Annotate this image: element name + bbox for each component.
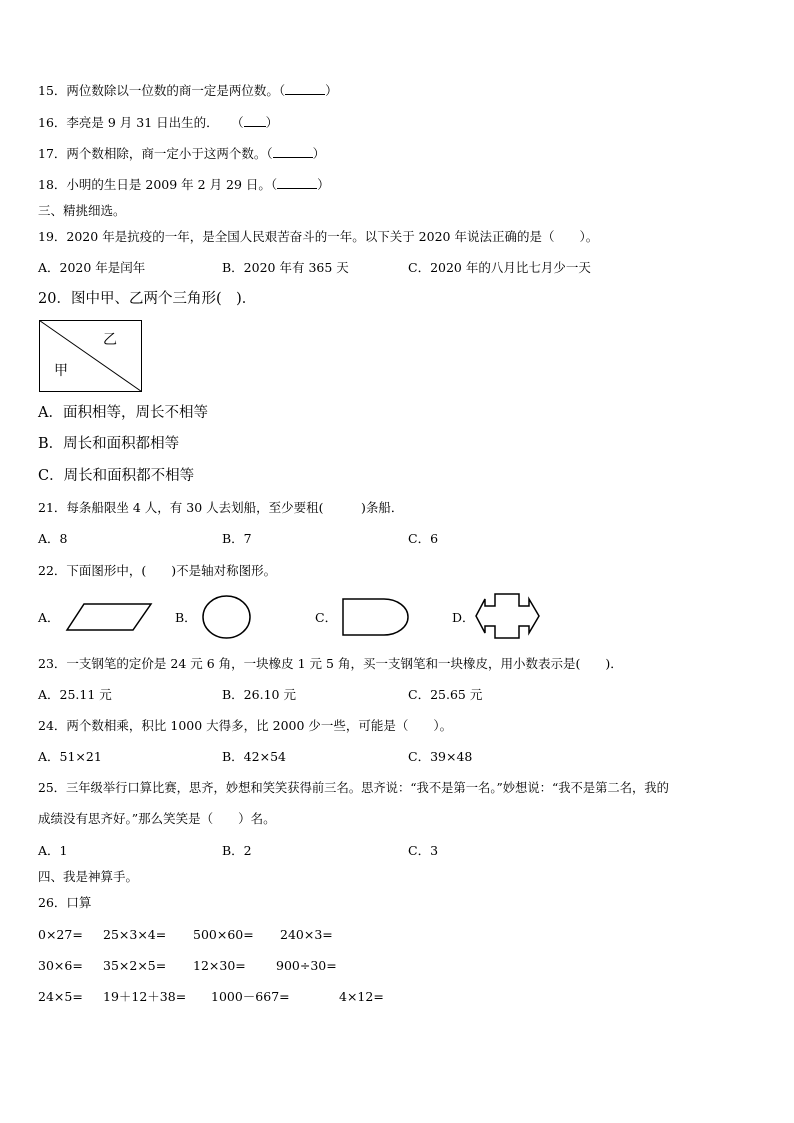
question-26-title: 26．口算 bbox=[38, 895, 92, 910]
calc-item: 12×30= bbox=[193, 958, 246, 973]
parallelogram-shape[interactable] bbox=[66, 603, 152, 631]
calc-item: 35×2×5= bbox=[103, 958, 167, 973]
calc-item: 25×3×4= bbox=[103, 927, 167, 942]
circle-shape[interactable] bbox=[202, 595, 252, 639]
answer-blank[interactable] bbox=[273, 145, 313, 158]
calc-item: 24×5= bbox=[38, 989, 83, 1004]
q21-option-a[interactable]: A．8 bbox=[38, 531, 68, 546]
q25-option-a[interactable]: A．1 bbox=[38, 843, 68, 858]
calc-item: 4×12= bbox=[339, 989, 384, 1004]
question-25-line-1: 25．三年级举行口算比赛，思齐，妙想和笑笑获得前三名。思齐说：“我不是第一名。”妙想说：“我不是第二名，我的 bbox=[38, 781, 669, 795]
q22-label-d[interactable]: D． bbox=[452, 610, 475, 625]
question-21-text: 21．每条船限坐 4 人，有 30 人去划船，至少要租( )条船． bbox=[38, 500, 404, 515]
section-4-title: 四、我是神算手。 bbox=[38, 869, 139, 884]
q20-option-b[interactable]: B．周长和面积都相等 bbox=[38, 436, 180, 452]
q24-option-a[interactable]: A．51×21 bbox=[38, 749, 102, 764]
question-15: 15．两位数除以一位数的商一定是两位数。（ ） bbox=[38, 83, 338, 98]
question-number: 18． bbox=[38, 177, 67, 192]
question-number: 17． bbox=[38, 146, 67, 161]
answer-blank[interactable] bbox=[277, 176, 317, 189]
triangle-diagram bbox=[39, 320, 143, 393]
label-jia: 甲 bbox=[54, 363, 68, 379]
question-text: 两位数除以一位数的商一定是两位数。（ bbox=[66, 83, 286, 98]
q22-label-a[interactable]: A． bbox=[38, 610, 60, 625]
q24-option-b[interactable]: B．42×54 bbox=[222, 749, 286, 764]
q23-option-c[interactable]: C．25.65 元 bbox=[408, 687, 483, 702]
calc-item: 240×3= bbox=[280, 927, 333, 942]
question-16: 16．李亮是 9 月 31 日出生的． （ ） bbox=[38, 115, 279, 130]
q19-option-c[interactable]: C．2020 年的八月比七月少一天 bbox=[408, 260, 591, 275]
q24-option-c[interactable]: C．39×48 bbox=[408, 749, 473, 764]
q19-option-a[interactable]: A．2020 年是闰年 bbox=[38, 260, 146, 275]
q25-option-c[interactable]: C．3 bbox=[408, 843, 439, 858]
question-number: 15． bbox=[38, 83, 67, 98]
q23-option-a[interactable]: A．25.11 元 bbox=[38, 687, 112, 702]
question-22-text: 22．下面图形中，( )不是轴对称图形。 bbox=[38, 563, 277, 578]
question-17: 17．两个数相除，商一定小于这两个数。（ ） bbox=[38, 146, 326, 161]
q21-option-b[interactable]: B．7 bbox=[222, 531, 252, 546]
arrow-cross-shape[interactable] bbox=[475, 593, 541, 639]
answer-blank[interactable] bbox=[244, 114, 266, 127]
q23-option-b[interactable]: B．26.10 元 bbox=[222, 687, 296, 702]
answer-blank[interactable] bbox=[285, 82, 325, 95]
question-19-text: 19．2020 年是抗疫的一年，是全国人民艰苦奋斗的一年。以下关于 2020 年说法正确的是（ ）。 bbox=[38, 229, 599, 244]
question-23-text: 23．一支钢笔的定价是 24 元 6 角，一块橡皮 1 元 5 角，买一支钢笔和一块橡皮，用小数表示是( )． bbox=[38, 656, 623, 671]
q21-option-c[interactable]: C．6 bbox=[408, 531, 439, 546]
question-text: 两个数相除，商一定小于这两个数。（ bbox=[66, 146, 273, 161]
section-3-title: 三、精挑细选。 bbox=[38, 203, 126, 218]
question-text: 李亮是 9 月 31 日出生的． （ bbox=[66, 115, 244, 130]
q25-option-b[interactable]: B．2 bbox=[222, 843, 252, 858]
calc-item: 30×6= bbox=[38, 958, 83, 973]
calc-item: 1000－667= bbox=[211, 989, 290, 1004]
question-20-text: 20．图中甲、乙两个三角形( )． bbox=[38, 291, 257, 307]
calc-item: 0×27= bbox=[38, 927, 83, 942]
question-25-line-2: 成绩没有思齐好。”那么笑笑是（ ）名。 bbox=[38, 811, 276, 826]
q20-option-c[interactable]: C．周长和面积都不相等 bbox=[38, 468, 195, 484]
q22-label-b[interactable]: B． bbox=[175, 610, 197, 625]
question-number: 16． bbox=[38, 115, 67, 130]
q22-label-c[interactable]: C． bbox=[315, 610, 338, 625]
q20-option-a[interactable]: A．面积相等，周长不相等 bbox=[38, 405, 208, 421]
rounded-rectangle-shape[interactable] bbox=[342, 598, 410, 636]
diagonal-line bbox=[40, 321, 142, 392]
calc-item: 900÷30= bbox=[276, 958, 337, 973]
calc-item: 19＋12＋38= bbox=[103, 989, 187, 1004]
q19-option-b[interactable]: B．2020 年有 365 天 bbox=[222, 260, 349, 275]
question-text: 小明的生日是 2009 年 2 月 29 日。（ bbox=[66, 177, 278, 192]
question-18: 18．小明的生日是 2009 年 2 月 29 日。（ ） bbox=[38, 177, 330, 192]
question-24-text: 24．两个数相乘，积比 1000 大得多，比 2000 少一些，可能是（ ）。 bbox=[38, 718, 453, 733]
label-yi: 乙 bbox=[103, 332, 117, 348]
calc-item: 500×60= bbox=[193, 927, 254, 942]
